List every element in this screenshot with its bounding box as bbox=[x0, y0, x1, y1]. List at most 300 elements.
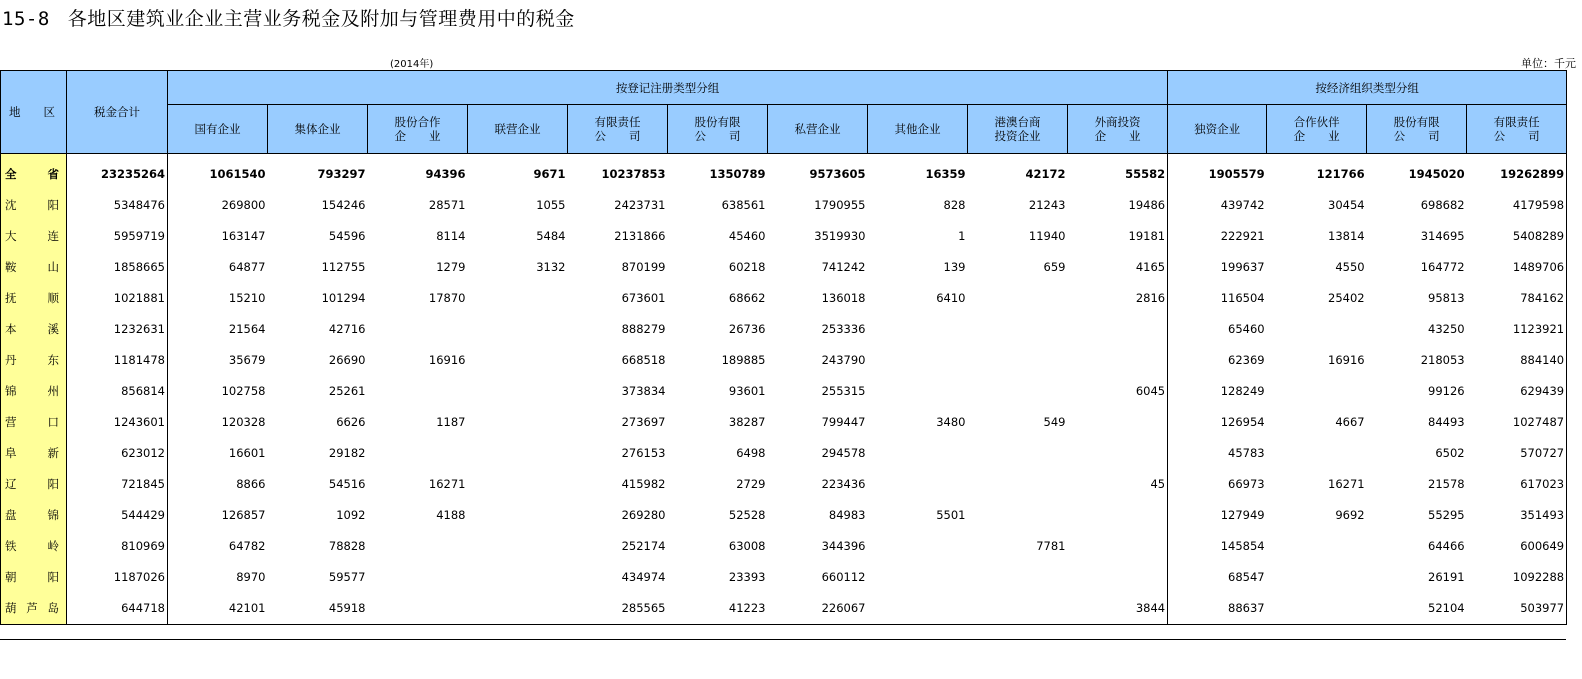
value-cell: 78828 bbox=[328, 538, 366, 553]
table-title: 各地区建筑业企业主营业务税金及附加与管理费用中的税金 bbox=[67, 8, 575, 30]
total-cell: 721845 bbox=[67, 468, 168, 499]
value-cell: 16359 bbox=[925, 166, 966, 181]
value-cell: 793297 bbox=[317, 166, 366, 181]
value-cell: 698682 bbox=[1420, 197, 1465, 212]
value-cell: 3132 bbox=[536, 259, 566, 274]
value-cell: 38287 bbox=[728, 414, 766, 429]
page-title bbox=[2, 4, 575, 31]
value-cell: 68547 bbox=[1228, 569, 1265, 584]
value-cell: 8866 bbox=[236, 476, 266, 491]
value-cell: 29182 bbox=[328, 445, 366, 460]
value-cell: 45 bbox=[1068, 468, 1168, 499]
region-char: 东 bbox=[47, 352, 59, 367]
group-economic-header: 按经济组织类型分组 bbox=[1168, 71, 1567, 105]
value-cell: 255315 bbox=[821, 383, 866, 398]
region-char: 芦 bbox=[26, 601, 38, 615]
value-cell: 68662 bbox=[728, 290, 766, 305]
region-cell bbox=[1, 251, 67, 282]
region-cell bbox=[1, 344, 67, 375]
value-cell: 88637 bbox=[1168, 592, 1267, 625]
value-cell: 6498 bbox=[736, 445, 766, 460]
value-cell bbox=[468, 468, 568, 499]
value-cell: 139 bbox=[943, 259, 966, 274]
value-cell bbox=[968, 313, 1068, 344]
value-cell: 60218 bbox=[728, 259, 766, 274]
region-char: 口 bbox=[47, 414, 59, 429]
table-row bbox=[1, 406, 1567, 437]
value-cell bbox=[468, 344, 568, 375]
value-cell: 7781 bbox=[1036, 538, 1066, 553]
region-cell bbox=[1, 437, 67, 468]
value-cell: 1055 bbox=[536, 197, 566, 212]
value-cell: 95813 bbox=[1428, 290, 1465, 305]
value-cell: 19486 bbox=[1068, 189, 1168, 220]
region-char: 本 bbox=[5, 321, 17, 336]
region-cell bbox=[1, 530, 67, 561]
total-cell: 1858665 bbox=[67, 251, 168, 282]
group-registration-header: 按登记注册类型分组 bbox=[168, 71, 1168, 105]
value-cell bbox=[868, 530, 968, 561]
table-row bbox=[1, 282, 1567, 313]
value-cell: 21564 bbox=[228, 321, 266, 336]
region-char: 阳 bbox=[47, 569, 59, 584]
value-cell: 21578 bbox=[1428, 476, 1465, 491]
region-char: 辽 bbox=[5, 476, 17, 491]
total-cell: 1243601 bbox=[67, 406, 168, 437]
table-row bbox=[1, 189, 1567, 220]
region-cell bbox=[1, 592, 67, 625]
total-cell: 23235264 bbox=[67, 154, 168, 190]
value-cell bbox=[368, 561, 468, 592]
region-char: 阳 bbox=[47, 476, 59, 491]
value-cell: 3844 bbox=[1068, 592, 1168, 625]
value-cell: 439742 bbox=[1220, 197, 1265, 212]
value-cell bbox=[1068, 499, 1168, 530]
region-char: 溪 bbox=[47, 321, 59, 336]
value-cell: 25261 bbox=[328, 383, 366, 398]
value-cell bbox=[868, 375, 968, 406]
value-cell bbox=[468, 561, 568, 592]
value-cell: 226067 bbox=[768, 592, 868, 625]
region-char: 顺 bbox=[47, 290, 59, 305]
value-cell: 884140 bbox=[1467, 344, 1567, 375]
table-row bbox=[1, 251, 1567, 282]
value-cell bbox=[468, 282, 568, 313]
value-cell: 2816 bbox=[1068, 282, 1168, 313]
value-cell bbox=[1068, 561, 1168, 592]
value-cell bbox=[1068, 344, 1168, 375]
value-cell: 4188 bbox=[436, 507, 466, 522]
value-cell: 102758 bbox=[221, 383, 266, 398]
value-cell: 66973 bbox=[1228, 476, 1265, 491]
value-cell: 218053 bbox=[1420, 352, 1465, 367]
value-cell: 570727 bbox=[1467, 437, 1567, 468]
region-char: 省 bbox=[47, 166, 59, 181]
value-cell bbox=[368, 375, 468, 406]
value-cell: 164772 bbox=[1420, 259, 1465, 274]
region-char: 锦 bbox=[47, 507, 59, 522]
value-cell bbox=[1267, 530, 1367, 561]
value-cell: 43250 bbox=[1428, 321, 1465, 336]
value-cell bbox=[468, 592, 568, 625]
value-cell: 673601 bbox=[621, 290, 666, 305]
value-cell: 26690 bbox=[328, 352, 366, 367]
value-cell: 668518 bbox=[621, 352, 666, 367]
value-cell bbox=[468, 499, 568, 530]
value-cell: 64877 bbox=[228, 259, 266, 274]
value-cell: 101294 bbox=[321, 290, 366, 305]
value-cell: 199637 bbox=[1220, 259, 1265, 274]
value-cell: 189885 bbox=[721, 352, 766, 367]
value-cell bbox=[368, 313, 468, 344]
value-cell: 1092 bbox=[336, 507, 366, 522]
value-cell bbox=[468, 406, 568, 437]
value-cell bbox=[968, 499, 1068, 530]
value-cell: 2423731 bbox=[614, 197, 666, 212]
value-cell: 64466 bbox=[1428, 538, 1465, 553]
value-cell: 127949 bbox=[1220, 507, 1265, 522]
value-cell bbox=[868, 468, 968, 499]
value-cell bbox=[468, 530, 568, 561]
table-bottom-rule bbox=[0, 639, 1566, 640]
value-cell: 54596 bbox=[328, 228, 366, 243]
value-cell: 10237853 bbox=[601, 166, 666, 181]
value-cell bbox=[968, 375, 1068, 406]
value-cell: 1905579 bbox=[1208, 166, 1265, 181]
value-cell: 23393 bbox=[728, 569, 766, 584]
value-cell bbox=[868, 344, 968, 375]
value-cell bbox=[868, 437, 968, 468]
value-cell: 660112 bbox=[821, 569, 866, 584]
value-cell: 4550 bbox=[1335, 259, 1365, 274]
region-cell bbox=[1, 375, 67, 406]
total-cell: 856814 bbox=[67, 375, 168, 406]
value-cell bbox=[968, 282, 1068, 313]
value-cell bbox=[468, 375, 568, 406]
column-header: 合作伙伴 企 业 bbox=[1267, 105, 1367, 154]
value-cell: 6502 bbox=[1435, 445, 1465, 460]
value-cell: 45783 bbox=[1228, 445, 1265, 460]
value-cell: 6626 bbox=[336, 414, 366, 429]
value-cell: 55295 bbox=[1428, 507, 1465, 522]
value-cell bbox=[868, 561, 968, 592]
value-cell: 600649 bbox=[1467, 530, 1567, 561]
value-cell bbox=[868, 592, 968, 625]
value-cell: 116504 bbox=[1220, 290, 1265, 305]
value-cell: 273697 bbox=[621, 414, 666, 429]
region-char: 铁 bbox=[5, 538, 17, 553]
table-row bbox=[1, 344, 1567, 375]
value-cell: 1187 bbox=[436, 414, 466, 429]
table-row bbox=[1, 313, 1567, 344]
value-cell: 19181 bbox=[1068, 220, 1168, 251]
column-header: 联营企业 bbox=[468, 105, 568, 154]
value-cell: 19262899 bbox=[1467, 154, 1567, 190]
column-header: 集体企业 bbox=[268, 105, 368, 154]
value-cell: 145854 bbox=[1220, 538, 1265, 553]
value-cell: 8114 bbox=[436, 228, 466, 243]
value-cell: 126857 bbox=[221, 507, 266, 522]
value-cell: 4179598 bbox=[1467, 189, 1567, 220]
tax-table bbox=[0, 70, 1567, 625]
column-header: 私营企业 bbox=[768, 105, 868, 154]
region-char: 抚 bbox=[5, 290, 17, 305]
region-cell bbox=[1, 189, 67, 220]
value-cell: 13814 bbox=[1328, 228, 1365, 243]
value-cell bbox=[1068, 406, 1168, 437]
value-cell: 136018 bbox=[821, 290, 866, 305]
value-cell bbox=[1068, 313, 1168, 344]
region-char: 葫 bbox=[5, 601, 17, 615]
value-cell: 1350789 bbox=[709, 166, 766, 181]
value-cell bbox=[968, 561, 1068, 592]
value-cell bbox=[1267, 375, 1367, 406]
value-cell: 16601 bbox=[228, 445, 266, 460]
value-cell bbox=[368, 530, 468, 561]
value-cell: 269280 bbox=[621, 507, 666, 522]
region-cell bbox=[1, 406, 67, 437]
value-cell: 1027487 bbox=[1467, 406, 1567, 437]
value-cell: 9692 bbox=[1335, 507, 1365, 522]
value-cell: 2131866 bbox=[614, 228, 666, 243]
total-cell: 5959719 bbox=[67, 220, 168, 251]
value-cell: 1123921 bbox=[1467, 313, 1567, 344]
value-cell: 52104 bbox=[1367, 592, 1467, 625]
value-cell: 4165 bbox=[1068, 251, 1168, 282]
value-cell: 1790955 bbox=[814, 197, 866, 212]
value-cell: 549 bbox=[1043, 414, 1066, 429]
value-cell: 344396 bbox=[821, 538, 866, 553]
region-cell bbox=[1, 561, 67, 592]
value-cell: 1 bbox=[958, 228, 966, 243]
value-cell bbox=[468, 437, 568, 468]
value-cell: 35679 bbox=[228, 352, 266, 367]
table-row bbox=[1, 375, 1567, 406]
column-header: 有限责任 公 司 bbox=[568, 105, 668, 154]
value-cell: 294578 bbox=[821, 445, 866, 460]
value-cell: 638561 bbox=[721, 197, 766, 212]
region-cell bbox=[1, 282, 67, 313]
total-cell: 644718 bbox=[67, 592, 168, 625]
value-cell: 415982 bbox=[621, 476, 666, 491]
value-cell: 252174 bbox=[621, 538, 666, 553]
value-cell bbox=[968, 437, 1068, 468]
value-cell: 253336 bbox=[821, 321, 866, 336]
total-header: 税金合计 bbox=[67, 71, 168, 154]
region-char: 阳 bbox=[47, 197, 59, 212]
value-cell: 223436 bbox=[821, 476, 866, 491]
value-cell: 6045 bbox=[1068, 375, 1168, 406]
value-cell: 784162 bbox=[1467, 282, 1567, 313]
region-char: 岛 bbox=[47, 601, 59, 615]
region-char: 盘 bbox=[5, 507, 17, 522]
value-cell bbox=[368, 592, 468, 625]
table-row bbox=[1, 592, 1567, 625]
total-cell: 810969 bbox=[67, 530, 168, 561]
region-char: 阜 bbox=[5, 445, 17, 460]
value-cell: 59577 bbox=[328, 569, 366, 584]
value-cell: 617023 bbox=[1467, 468, 1567, 499]
total-cell: 5348476 bbox=[67, 189, 168, 220]
region-cell bbox=[1, 468, 67, 499]
value-cell: 373834 bbox=[621, 383, 666, 398]
value-cell: 269800 bbox=[221, 197, 266, 212]
value-cell bbox=[1068, 437, 1168, 468]
value-cell: 1489706 bbox=[1467, 251, 1567, 282]
value-cell bbox=[1267, 313, 1367, 344]
value-cell: 888279 bbox=[621, 321, 666, 336]
value-cell: 629439 bbox=[1467, 375, 1567, 406]
region-char: 全 bbox=[5, 166, 17, 181]
value-cell: 6410 bbox=[936, 290, 966, 305]
value-cell: 8970 bbox=[236, 569, 266, 584]
value-cell: 9573605 bbox=[809, 166, 866, 181]
unit-label: 单位：千元 bbox=[1521, 57, 1576, 70]
value-cell: 314695 bbox=[1420, 228, 1465, 243]
value-cell: 64782 bbox=[228, 538, 266, 553]
region-char: 山 bbox=[47, 259, 59, 274]
value-cell: 30454 bbox=[1328, 197, 1365, 212]
value-cell: 52528 bbox=[728, 507, 766, 522]
value-cell: 16916 bbox=[428, 352, 466, 367]
value-cell: 828 bbox=[943, 197, 966, 212]
value-cell: 65460 bbox=[1228, 321, 1265, 336]
region-cell bbox=[1, 499, 67, 530]
year-label: (2014年) bbox=[390, 59, 434, 70]
value-cell: 42716 bbox=[328, 321, 366, 336]
table-row bbox=[1, 468, 1567, 499]
region-char: 大 bbox=[5, 228, 17, 243]
value-cell: 63008 bbox=[728, 538, 766, 553]
column-header: 其他企业 bbox=[868, 105, 968, 154]
total-cell: 623012 bbox=[67, 437, 168, 468]
column-header: 股份合作 企 业 bbox=[368, 105, 468, 154]
value-cell: 503977 bbox=[1467, 592, 1567, 625]
value-cell: 94396 bbox=[425, 166, 466, 181]
region-header: 地 区 bbox=[1, 71, 67, 154]
value-cell: 42101 bbox=[168, 592, 268, 625]
total-cell: 1021881 bbox=[67, 282, 168, 313]
value-cell: 99126 bbox=[1428, 383, 1465, 398]
value-cell: 62369 bbox=[1228, 352, 1265, 367]
region-char: 鞍 bbox=[5, 259, 17, 274]
value-cell: 3480 bbox=[936, 414, 966, 429]
value-cell: 1092288 bbox=[1467, 561, 1567, 592]
value-cell: 93601 bbox=[728, 383, 766, 398]
column-header: 独资企业 bbox=[1168, 105, 1267, 154]
value-cell: 9671 bbox=[533, 166, 566, 181]
value-cell: 21243 bbox=[1028, 197, 1066, 212]
value-cell: 112755 bbox=[321, 259, 366, 274]
value-cell: 16916 bbox=[1328, 352, 1365, 367]
value-cell: 5484 bbox=[536, 228, 566, 243]
value-cell: 16271 bbox=[428, 476, 466, 491]
table-row bbox=[1, 499, 1567, 530]
region-char: 锦 bbox=[5, 383, 17, 398]
value-cell: 5501 bbox=[936, 507, 966, 522]
region-char: 新 bbox=[47, 445, 59, 460]
table-row bbox=[1, 437, 1567, 468]
value-cell: 120328 bbox=[221, 414, 266, 429]
value-cell bbox=[1267, 592, 1367, 625]
table-row bbox=[1, 561, 1567, 592]
total-cell: 1187026 bbox=[67, 561, 168, 592]
total-cell: 544429 bbox=[67, 499, 168, 530]
value-cell: 121766 bbox=[1316, 166, 1365, 181]
column-header: 有限责任 公 司 bbox=[1467, 105, 1567, 154]
value-cell: 42172 bbox=[1025, 166, 1066, 181]
total-cell: 1181478 bbox=[67, 344, 168, 375]
value-cell: 351493 bbox=[1467, 499, 1567, 530]
value-cell bbox=[868, 313, 968, 344]
value-cell: 799447 bbox=[821, 414, 866, 429]
value-cell: 126954 bbox=[1220, 414, 1265, 429]
column-header: 股份有限 公 司 bbox=[1367, 105, 1467, 154]
value-cell: 54516 bbox=[328, 476, 366, 491]
value-cell: 41223 bbox=[668, 592, 768, 625]
value-cell: 84493 bbox=[1428, 414, 1465, 429]
value-cell: 276153 bbox=[621, 445, 666, 460]
value-cell: 15210 bbox=[228, 290, 266, 305]
value-cell: 285565 bbox=[568, 592, 668, 625]
table-row bbox=[1, 154, 1567, 190]
region-char: 朝 bbox=[5, 569, 17, 584]
value-cell: 28571 bbox=[428, 197, 466, 212]
value-cell: 870199 bbox=[621, 259, 666, 274]
value-cell: 659 bbox=[1043, 259, 1066, 274]
region-char: 岭 bbox=[47, 538, 59, 553]
value-cell: 26736 bbox=[728, 321, 766, 336]
table-row bbox=[1, 530, 1567, 561]
value-cell: 45460 bbox=[728, 228, 766, 243]
value-cell bbox=[1068, 530, 1168, 561]
column-header: 国有企业 bbox=[168, 105, 268, 154]
value-cell: 5408289 bbox=[1467, 220, 1567, 251]
value-cell: 154246 bbox=[321, 197, 366, 212]
value-cell: 128249 bbox=[1220, 383, 1265, 398]
value-cell: 16271 bbox=[1328, 476, 1365, 491]
value-cell: 434974 bbox=[621, 569, 666, 584]
value-cell bbox=[1267, 561, 1367, 592]
value-cell bbox=[1267, 437, 1367, 468]
region-char: 连 bbox=[47, 228, 59, 243]
value-cell: 11940 bbox=[1028, 228, 1066, 243]
region-cell bbox=[1, 154, 67, 190]
column-header: 港澳台商 投资企业 bbox=[968, 105, 1068, 154]
region-char: 沈 bbox=[5, 197, 17, 212]
value-cell: 17870 bbox=[428, 290, 466, 305]
table-number: 15-8 bbox=[2, 8, 50, 30]
region-cell bbox=[1, 220, 67, 251]
total-cell: 1232631 bbox=[67, 313, 168, 344]
value-cell: 3519930 bbox=[814, 228, 866, 243]
value-cell: 1061540 bbox=[209, 166, 266, 181]
value-cell: 222921 bbox=[1220, 228, 1265, 243]
region-cell bbox=[1, 313, 67, 344]
value-cell: 1279 bbox=[436, 259, 466, 274]
value-cell: 1945020 bbox=[1408, 166, 1465, 181]
value-cell: 741242 bbox=[821, 259, 866, 274]
value-cell: 25402 bbox=[1328, 290, 1365, 305]
value-cell bbox=[968, 468, 1068, 499]
value-cell: 4667 bbox=[1335, 414, 1365, 429]
value-cell: 163147 bbox=[221, 228, 266, 243]
value-cell: 55582 bbox=[1068, 154, 1168, 190]
value-cell: 45918 bbox=[268, 592, 368, 625]
column-header: 股份有限 公 司 bbox=[668, 105, 768, 154]
value-cell: 26191 bbox=[1428, 569, 1465, 584]
value-cell bbox=[968, 592, 1068, 625]
